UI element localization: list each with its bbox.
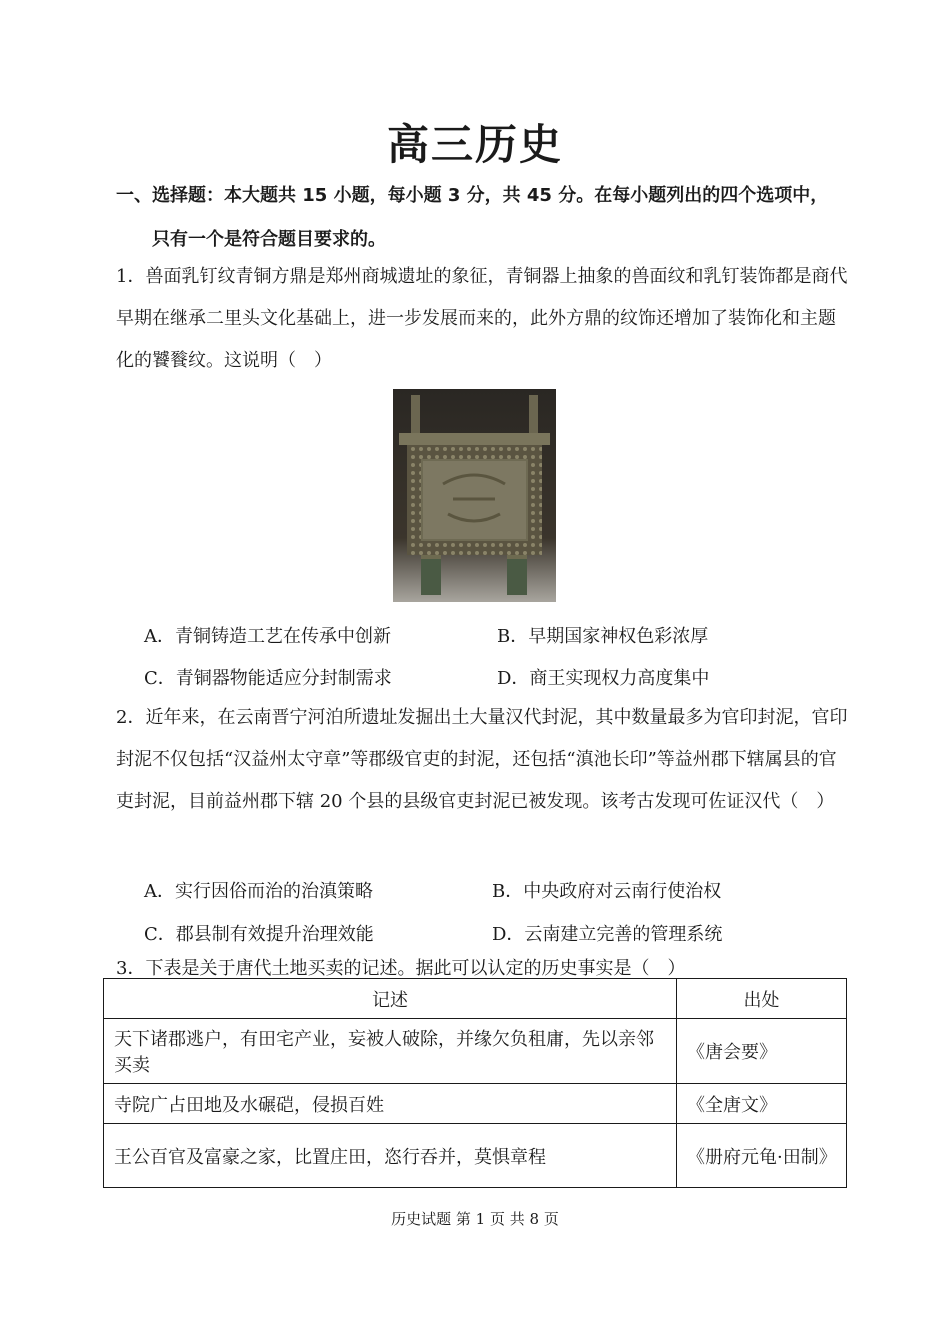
table-cell-source: 《全唐文》 (677, 1084, 847, 1124)
table-header-record: 记述 (104, 979, 677, 1019)
q2-option-c: C．郡县制有效提升治理效能 (144, 924, 374, 945)
question-3-stem: 3．下表是关于唐代土地买卖的记述。据此可以认定的历史事实是（ ） (116, 958, 686, 979)
q1-option-c: C．青铜器物能适应分封制需求 (144, 668, 392, 689)
q2-option-d: D．云南建立完善的管理系统 (492, 924, 723, 945)
question-1-stem: 1．兽面乳钉纹青铜方鼎是郑州商城遗址的象征，青铜器上抽象的兽面纹和乳钉装饰都是商代早期在继承二里头文化基础上，进一步发展而来的，此外方鼎的纹饰还增加了装饰化和主题化的饕餮纹。这说明（ ） (116, 266, 848, 371)
table-header-source: 出处 (677, 979, 847, 1019)
section-instruction-line2: 只有一个是符合题目要求的。 (152, 229, 386, 250)
source-table (103, 978, 847, 1188)
table-cell-source: 《唐会要》 (677, 1019, 847, 1084)
question-2-stem: 2．近年来，在云南晋宁河泊所遗址发掘出土大量汉代封泥，其中数量最多为官印封泥，官印封泥不仅包括“汉益州太守章”等郡级官吏的封泥，还包括“滇池长印”等益州郡下辖属县的官吏封泥，目前益州郡下辖 20 个县的县级官吏封泥已被发现。该考古发现可佐证汉代（ ） (116, 707, 848, 812)
q1-option-b: B．早期国家神权色彩浓厚 (497, 626, 709, 647)
bronze-ding-photo (393, 389, 556, 602)
table-row (104, 1019, 847, 1084)
q2-option-a: A．实行因俗而治的治滇策略 (144, 881, 373, 902)
table-cell-record: 寺院广占田地及水碾硙，侵损百姓 (104, 1084, 677, 1124)
section-instruction-line1: 一、选择题：本大题共 15 小题，每小题 3 分，共 45 分。在每小题列出的四个选项中， (116, 185, 829, 206)
table-cell-source: 《册府元龟·田制》 (677, 1124, 847, 1188)
q1-option-a: A．青铜铸造工艺在传承中创新 (144, 626, 391, 647)
q1-option-d: D．商王实现权力高度集中 (497, 668, 710, 689)
table-row (104, 1084, 847, 1124)
page-title: 高三历史 (386, 120, 563, 169)
q2-option-b: B．中央政府对云南行使治权 (492, 881, 722, 902)
page-footer: 历史试题 第 1 页 共 8 页 (391, 1210, 559, 1228)
table-header-row (104, 979, 847, 1019)
table-cell-record: 天下诸郡逃户，有田宅产业，妄被人破除，并缘欠负租庸，先以亲邻买卖 (104, 1019, 677, 1084)
table-row (104, 1124, 847, 1188)
table-cell-record: 王公百官及富豪之家，比置庄田，恣行吞并，莫惧章程 (104, 1124, 677, 1188)
